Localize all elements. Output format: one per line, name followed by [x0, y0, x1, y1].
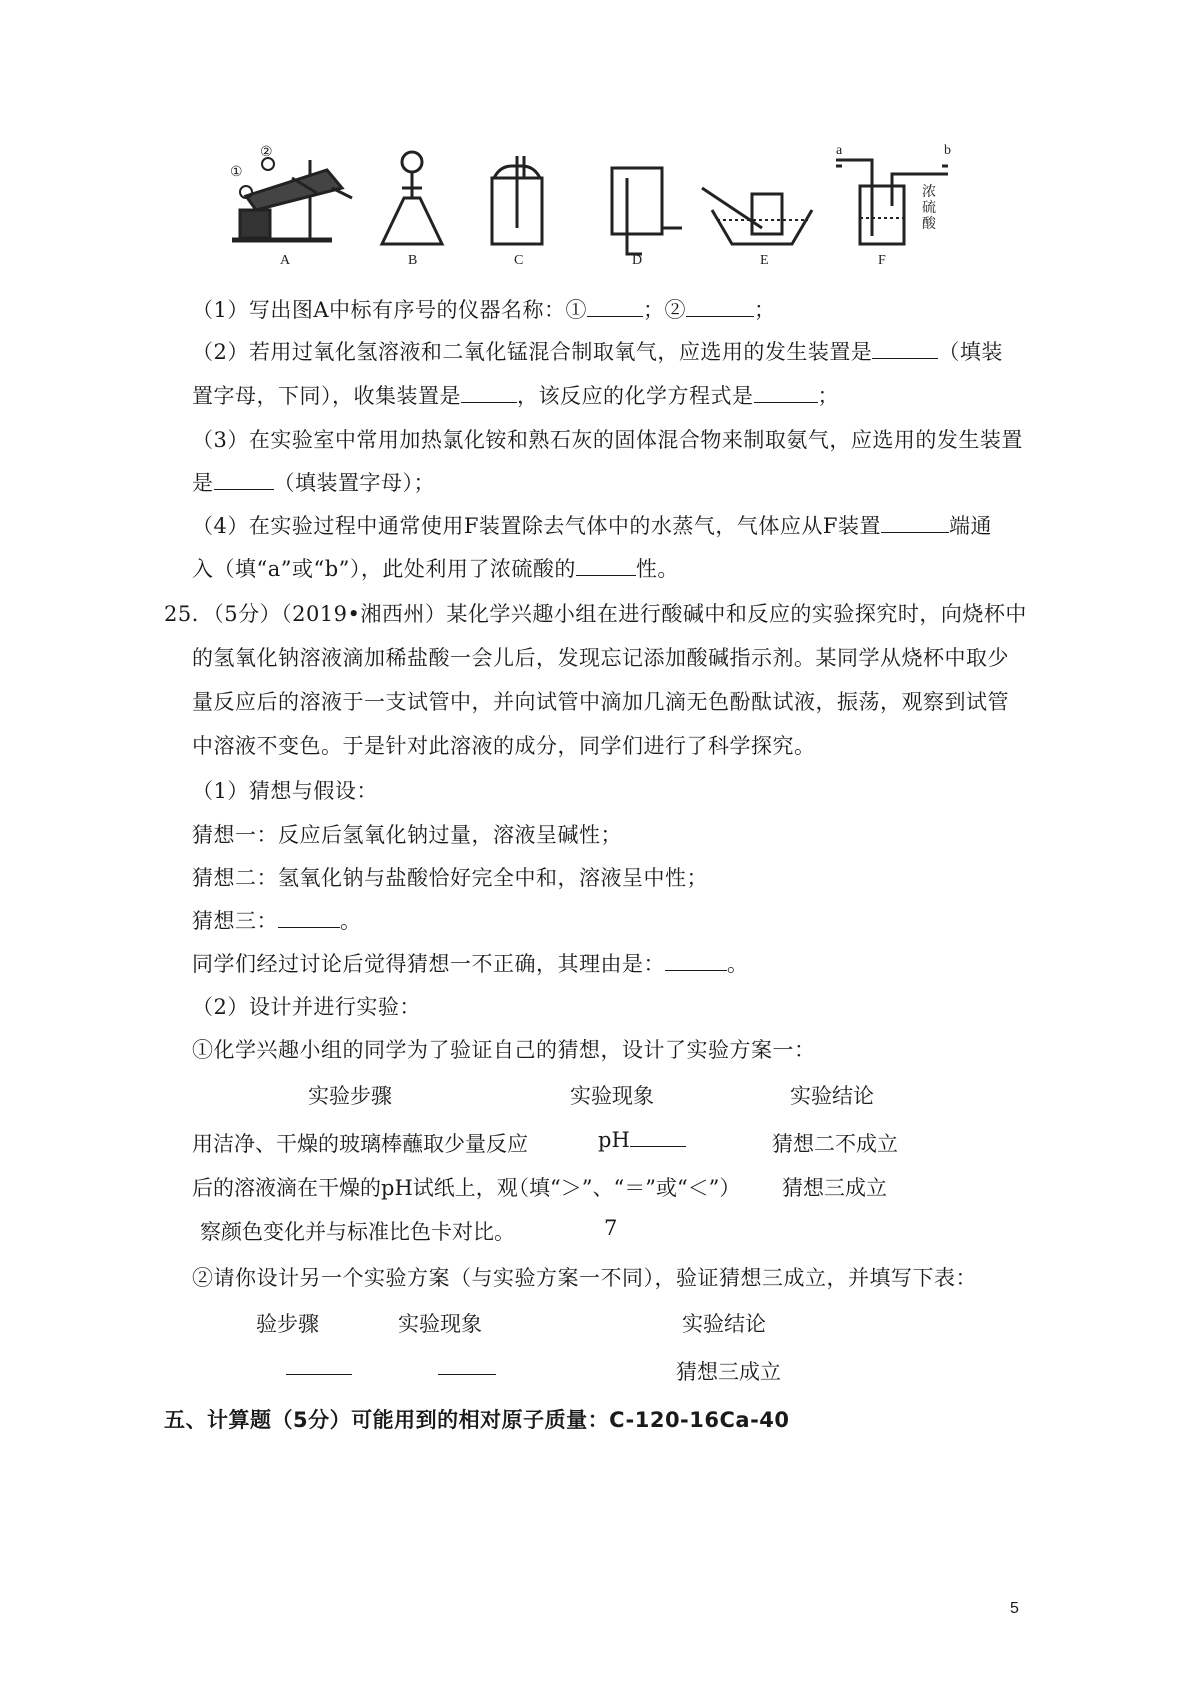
- q2-line-1: [192, 336, 1003, 366]
- table1-header-conclusion: 实验结论: [790, 1084, 874, 1108]
- q3-line-2: [192, 467, 435, 497]
- blank: [754, 384, 818, 403]
- q2-text-d: ，该反应的化学方程式是: [517, 384, 754, 408]
- page-number: 5: [1010, 1600, 1019, 1617]
- blank: [665, 952, 727, 971]
- q2-text-c: 置字母，下同），收集装置是: [192, 384, 461, 408]
- blank: [881, 514, 949, 533]
- blank: [214, 471, 274, 490]
- reason-text: 同学们经过讨论后觉得猜想一不正确，其理由是：: [192, 952, 665, 976]
- blank: [278, 909, 340, 928]
- guess-1: 猜想一：反应后氢氧化钠过量，溶液呈碱性；: [192, 823, 622, 847]
- table2-phenom-blank: [438, 1356, 496, 1380]
- blank: [576, 557, 636, 576]
- reason-line: [192, 948, 749, 978]
- table2-conclusion: 猜想三成立: [676, 1360, 781, 1384]
- blank: [630, 1128, 686, 1147]
- table1-step-line-1: 用洁净、干燥的玻璃棒蘸取少量反应: [192, 1132, 528, 1156]
- table1-header-step: 实验步骤: [308, 1084, 392, 1108]
- table1-phenom-ph: [598, 1128, 686, 1152]
- table2-header-phenomenon: 实验现象: [398, 1312, 482, 1336]
- apparatus-a: [232, 158, 352, 240]
- q3-text-c: （填装置字母）；: [273, 471, 435, 495]
- plan-2-intro: ②请你设计另一个实验方案（与实验方案一不同），验证猜想三成立，并填写下表：: [192, 1266, 977, 1290]
- q25-line-1: 25．（5分）（2019•湘西州）某化学兴趣小组在进行酸碱中和反应的实验探究时，向烧杯中: [164, 602, 1027, 626]
- ph-text: pH: [598, 1128, 630, 1152]
- q4-line-1: [192, 510, 992, 540]
- q4-text-d: 性。: [635, 557, 679, 581]
- blank: [872, 340, 938, 359]
- table2-header-conclusion: 实验结论: [682, 1312, 766, 1336]
- q2-text-a: （2）若用过氧化氢溶液和二氧化锰混合制取氧气，应选用的发生装置是: [192, 340, 873, 364]
- q4-text-a: （4）在实验过程中通常使用F装置除去气体中的水蒸气，气体应从F装置: [192, 514, 881, 538]
- plan-1-intro: ①化学兴趣小组的同学为了验证自己的猜想，设计了实验方案一：: [192, 1038, 816, 1062]
- q25-line-3: 量反应后的溶液于一支试管中，并向试管中滴加几滴无色酚酞试液，振荡，观察到试管: [192, 690, 1009, 714]
- blank: [686, 298, 754, 317]
- q2-text-e: ；: [817, 384, 839, 408]
- table1-conclusion-2: 猜想三成立: [782, 1176, 887, 1200]
- q3-text-a: （3）在实验室中常用加热氯化铵和熟石灰的固体混合物来制取氨气，应选用的发生装置: [192, 428, 1023, 452]
- mark-two: ②: [260, 145, 273, 160]
- table1-step-line-3: 察颜色变化并与标准比色卡对比。: [200, 1220, 515, 1244]
- label-a: A: [280, 253, 291, 268]
- apparatus-e: [702, 188, 812, 244]
- mark-a: a: [836, 143, 843, 158]
- acid-label-3: 酸: [922, 217, 936, 232]
- guess-3-text: 猜想三：: [192, 909, 278, 933]
- acid-label-1: 浓: [922, 185, 936, 200]
- table1-phenom-fill: （填“＞”、“＝”或“＜”）: [508, 1176, 741, 1200]
- q2-text-b: （填装: [938, 340, 1003, 364]
- q25-line-4: 中溶液不变色。于是针对此溶液的成分，同学们进行了科学探究。: [192, 734, 816, 758]
- q1-end: ；: [754, 298, 776, 322]
- table2-step-blank: [286, 1356, 352, 1380]
- label-d: D: [632, 253, 643, 268]
- blank: [438, 1356, 496, 1375]
- mark-b: b: [944, 143, 951, 158]
- label-c: C: [514, 253, 524, 268]
- blank: [461, 384, 517, 403]
- guess-3-end: 。: [340, 909, 362, 933]
- blank: [286, 1356, 352, 1375]
- q4-line-2: [192, 553, 679, 583]
- blank: [587, 298, 643, 317]
- section-2: （2）设计并进行实验：: [192, 995, 421, 1019]
- mark-one: ①: [230, 165, 243, 180]
- apparatus-c: [492, 156, 542, 244]
- q3-line-1: [192, 424, 1023, 454]
- q1-mid: ；②: [643, 298, 687, 322]
- guess-3: [192, 905, 362, 935]
- q3-text-b: 是: [192, 471, 214, 495]
- table1-phenom-seven: 7: [604, 1216, 618, 1240]
- reason-end: 。: [727, 952, 749, 976]
- table1-header-phenomenon: 实验现象: [570, 1084, 654, 1108]
- q25-line-2: 的氢氧化钠溶液滴加稀盐酸一会儿后，发现忘记添加酸碱指示剂。某同学从烧杯中取少: [192, 646, 1009, 670]
- table1-conclusion-1: 猜想二不成立: [772, 1132, 898, 1156]
- section-1: （1）猜想与假设：: [192, 779, 378, 803]
- apparatus-figure: [230, 143, 972, 268]
- q1-text: （1）写出图A中标有序号的仪器名称：①: [192, 298, 588, 322]
- guess-2: 猜想二：氢氧化钠与盐酸恰好完全中和，溶液呈中性；: [192, 866, 708, 890]
- q4-text-b: 端通: [949, 514, 992, 538]
- q4-text-c: 入（填“a”或“b”），此处利用了浓硫酸的: [192, 557, 576, 581]
- label-b: B: [408, 253, 418, 268]
- q2-line-2: [192, 380, 839, 410]
- acid-label-2: 硫: [922, 201, 936, 216]
- apparatus-b: [382, 152, 442, 244]
- apparatus-d: [612, 168, 682, 254]
- table1-step-line-2: 后的溶液滴在干燥的pH试纸上，观: [192, 1176, 518, 1200]
- section-5-heading: 五、计算题（5分）可能用到的相对原子质量：C-120-16Ca-40: [164, 1408, 790, 1432]
- table2-header-step: 验步骤: [256, 1312, 319, 1336]
- label-e: E: [760, 253, 769, 268]
- q1-line: [192, 294, 776, 324]
- label-f: F: [878, 253, 886, 268]
